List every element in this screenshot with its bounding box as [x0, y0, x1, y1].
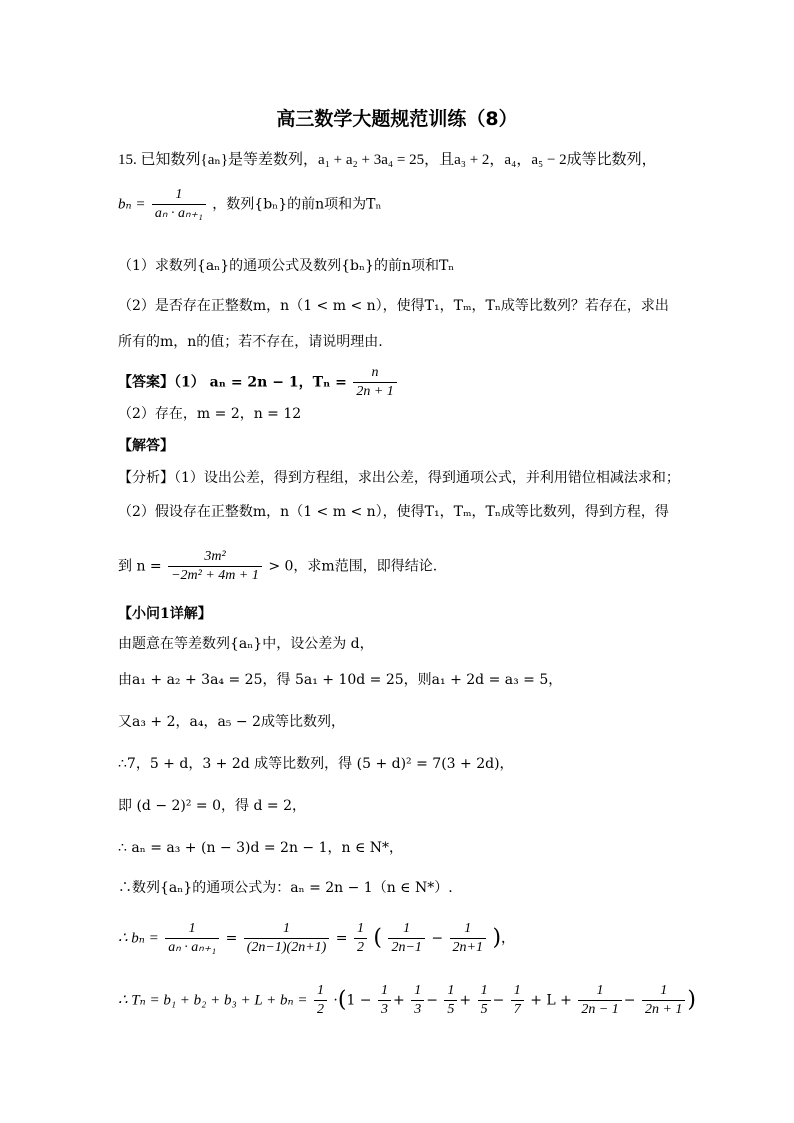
analysis-2: （2）假设存在正整数m，n（1 < m < n），使得T₁，Tₘ，Tₙ成等比数列，得到方程，得 [118, 504, 669, 520]
question-line-1: 15. 已知数列{aₙ}是等差数列，a₁ + a₂ + 3a₄ = 25，且a₃ + 2，a₄，a₅ − 2成等比数列， [118, 152, 657, 168]
step-4: ∴7，5 + d，3 + 2d 成等比数列，得 (5 + d)² = 7(3 + 2d)， [118, 756, 514, 772]
step-2: 由a₁ + a₂ + 3a₄ = 25，得 5a₁ + 10d = 25，则a₁ + 2d = a₃ = 5， [118, 672, 563, 688]
step-3: 又a₃ + 2，a₄，a₅ − 2成等比数列， [118, 714, 345, 730]
answer-1: 【答案】（1） aₙ = 2n − 1，Tₙ = $\frac{n}{2n + 1}$ [118, 364, 754, 401]
step-6: ∴ aₙ = a₃ + (n − 3)d = 2n − 1，n ∈ N*， [118, 840, 404, 856]
bn-lhs: bₙ = [118, 196, 146, 213]
n-fraction: $\frac{\text{3m²}}{\text{−2m² + 4m + 1}}$ [168, 548, 262, 585]
step-9: ∴ Tₙ = b₁ + b₂ + b₃ + L + bₙ = $\frac{1}{2}$ ·(1 − $\frac{1}{3}$ + $\frac{1}{3}$ − $\frac{1}{5}$ + $\frac{1}{5}$ − $\frac{1}{7}$ + L + $\frac{1}{2n - 1}$ − $\frac{1}{2n + 1}$ ) [118, 983, 697, 1017]
answer-2: （2）存在，m = 2，n = 12 [118, 406, 302, 422]
analysis-3: 到 n = $\frac{\text{3m²}}{\text{−2m² + 4m + 1}}$ > 0，求m范围，即得结论. [118, 549, 438, 583]
step-7: ∴数列{aₙ}的通项公式为：aₙ = 2n − 1（n ∈ N*）. [118, 880, 453, 896]
bn-rest: ，数列{bₙ}的前n项和为Tₙ [212, 196, 382, 213]
analysis-1: 【分析】（1）设出公差，得到方程组，求出公差，得到通项公式，并利用错位相减法求和； [118, 470, 680, 486]
page-title: 高三数学大题规范训练（8） [276, 108, 518, 130]
tn-fraction: $\frac{n}{2n + 1}$ [353, 364, 396, 401]
part-1: （1）求数列{aₙ}的通项公式及数列{bₙ}的前n项和Tₙ [118, 258, 455, 274]
step-8: ∴ bₙ = $\frac{1}{\text{aₙ · aₙ₊₁}}$ = $\frac{1}{(2n-1)(2n+1)}$ = $\frac{1}{2}$ ( $\frac{1}{2n-1}$ − $\frac{1}{2n+1}$ )， [118, 921, 516, 955]
step-1: 由题意在等差数列{aₙ}中，设公差为 d， [118, 636, 374, 652]
step-5: 即 (d − 2)² = 0，得 d = 2， [118, 798, 306, 814]
part-2-cont: 所有的m，n的值；若不存在，请说明理由. [118, 334, 383, 350]
subq1-heading: 【小问1详解】 [118, 606, 212, 622]
bn-fraction: $\frac{1}{\text{aₙ · aₙ₊₁}}$ [152, 186, 206, 223]
part-2: （2）是否存在正整数m，n（1 < m < n），使得T₁，Tₘ，Tₙ成等比数列？若存在，求出 [118, 298, 669, 314]
question-line-2 [118, 186, 754, 223]
solution-heading: 【解答】 [118, 438, 174, 454]
